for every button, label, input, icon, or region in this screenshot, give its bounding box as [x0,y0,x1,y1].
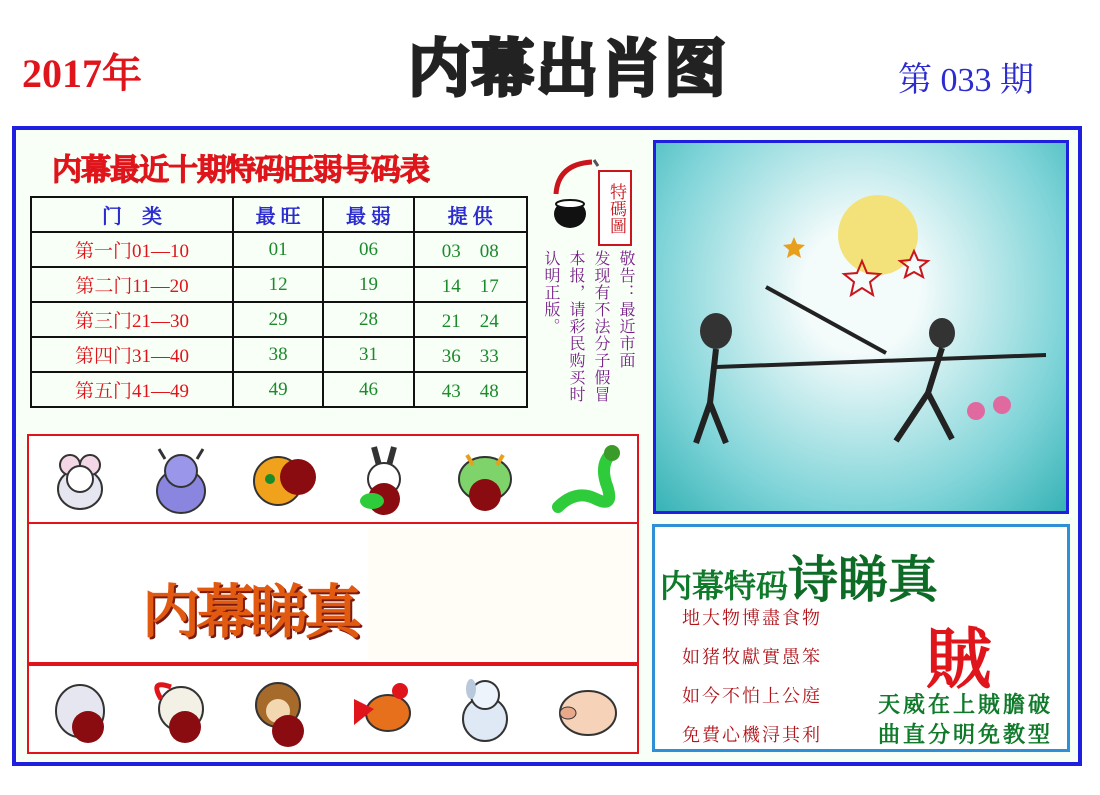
poem-right-line: 天威在上賊膽破 [878,692,1054,718]
row-cold: 31 [323,337,413,372]
pot-icon [548,156,600,236]
notice-line: 敬告：最近市面 [617,250,636,369]
table-title: 内幕最近十期特码旺弱号码表 [52,153,429,188]
notice-text [540,250,638,420]
horse-icon [40,669,120,749]
table-row [31,267,527,302]
poem-title [660,540,938,612]
row-cold: 06 [323,232,413,267]
title-char-1: 内 [408,32,469,105]
zodiac-row-top [27,434,639,524]
table-row [31,232,527,267]
row-category: 第一门01—10 [31,232,233,267]
year-label: 2017年 [22,51,142,96]
middle-slogan: 内幕睇真 [142,578,359,646]
row-category: 第五门41—49 [31,372,233,407]
zodiac-row-bottom [27,664,639,754]
painting-image [656,143,1066,511]
header-hot: 最 旺 [233,197,323,232]
table-row [31,372,527,407]
row-provide: 43 48 [414,372,527,407]
row-category: 第二门11—20 [31,267,233,302]
monkey-icon [242,669,322,749]
poem-right-line: 曲直分明免教型 [878,722,1054,748]
tiger-icon [242,439,322,519]
hot-cold-table [30,196,528,408]
illustration-scene [653,140,1069,514]
row-hot: 29 [233,302,323,337]
poem-line: 地大物博盡食物 [682,608,822,629]
row-category: 第三门21—30 [31,302,233,337]
row-cold: 46 [323,372,413,407]
row-hot: 49 [233,372,323,407]
header-cold: 最 弱 [323,197,413,232]
poem-title-small: 内幕特码 [660,567,789,605]
poem-title-big: 诗睇真 [788,551,939,609]
snake-icon [546,439,626,519]
goat-icon [141,669,221,749]
row-cold: 19 [323,267,413,302]
dog-icon [445,669,525,749]
header-provide: 提 供 [414,197,527,232]
row-category: 第四门31—40 [31,337,233,372]
rooster-icon [344,669,424,749]
title-char-5: 图 [664,32,725,105]
ox-icon [141,439,221,519]
pig-icon [546,669,626,749]
row-provide: 21 24 [414,302,527,337]
poem-line: 如今不怕上公庭 [682,686,822,707]
notice-line: 认明正版。 [542,250,561,335]
issue-number: 第 033 期 [898,62,1034,99]
notice-line: 发现有不法分子假冒 [592,250,611,403]
row-hot: 38 [233,337,323,372]
rabbit-icon [344,439,424,519]
title-char-4: 肖 [600,32,661,105]
row-hot: 12 [233,267,323,302]
poem-line: 如猪牧獻實愚笨 [682,647,822,668]
row-provide: 36 33 [414,337,527,372]
poem-key-char: 賊 [926,621,992,698]
page-title [408,30,724,108]
row-hot: 01 [233,232,323,267]
seal-stamp: 特碼圖 [598,170,632,246]
notice-line: 本报，请彩民购买时 [567,250,586,403]
paper-scrap [368,528,636,660]
dragon-icon [445,439,525,519]
table-row [31,302,527,337]
title-char-2: 幕 [472,32,533,105]
rat-icon [40,439,120,519]
row-provide: 14 17 [414,267,527,302]
table-header-row [31,197,527,232]
row-provide: 03 08 [414,232,527,267]
poem-line: 免費心機浔其利 [682,725,822,746]
title-char-3: 出 [536,32,597,105]
table-row [31,337,527,372]
header-category: 门 类 [31,197,233,232]
row-cold: 28 [323,302,413,337]
